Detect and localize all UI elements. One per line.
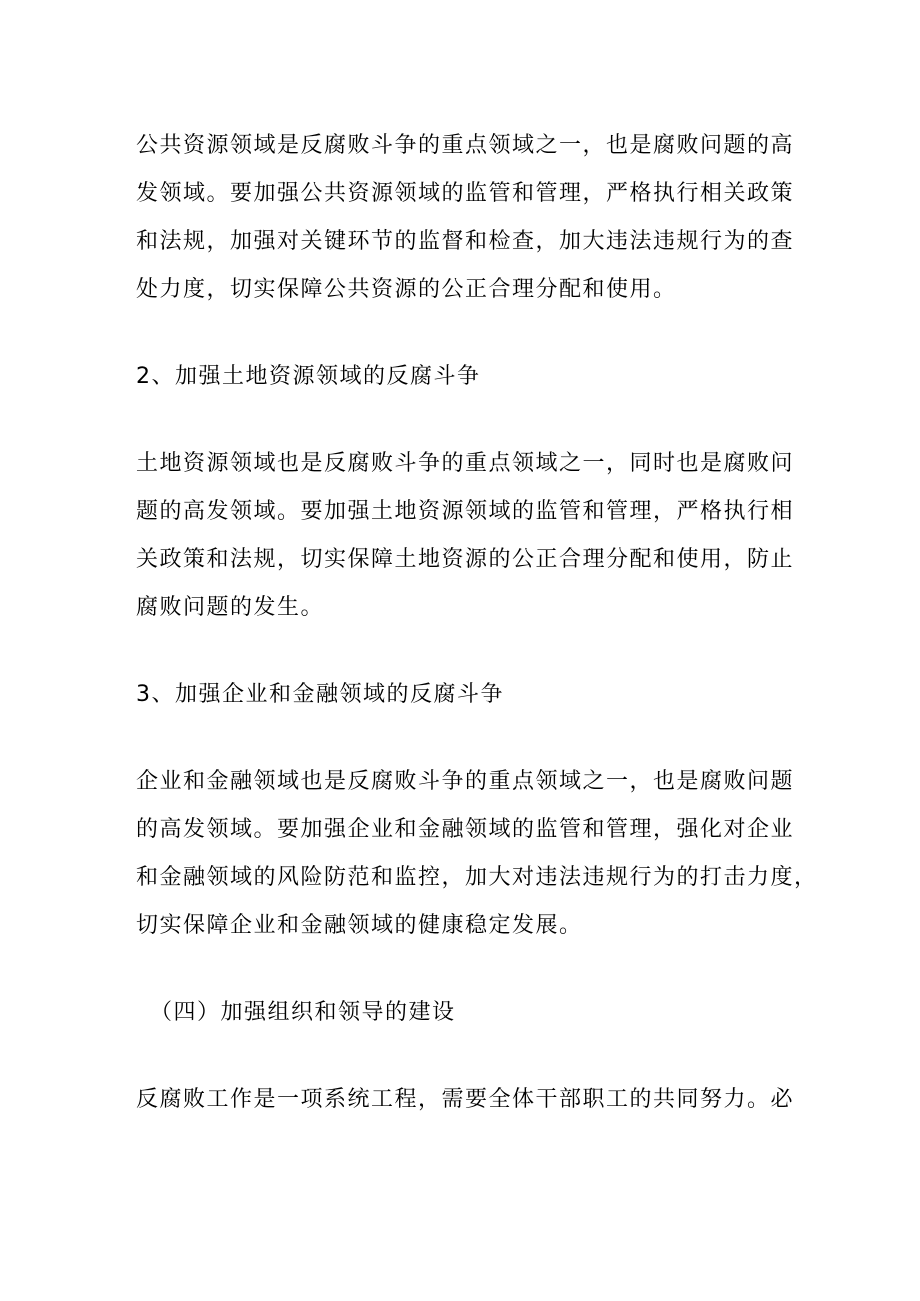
text-line: 反腐败工作是一项系统工程，需要全体干部职工的共同努力。必	[136, 1087, 795, 1112]
paragraph-enterprise-finance	[136, 758, 818, 950]
text-line: 题的高发领域。要加强土地资源领域的监管和管理，严格执行相	[136, 499, 795, 524]
text-line: 腐败问题的发生。	[136, 595, 325, 620]
text-line: 公共资源领域是反腐败斗争的重点领域之一，也是腐败问题的高	[136, 133, 795, 158]
text-line: 土地资源领域也是反腐败斗争的重点领域之一，同时也是腐败问	[136, 451, 795, 476]
document-page	[136, 122, 818, 1124]
text-line: 企业和金融领域也是反腐败斗争的重点领域之一，也是腐败问题	[136, 769, 795, 794]
text-line: 的高发领域。要加强企业和金融领域的监管和管理，强化对企业	[136, 817, 795, 842]
text-line: 和法规，加强对关键环节的监督和检查，加大违法违规行为的查	[136, 229, 795, 254]
paragraph-land-resources	[136, 440, 796, 632]
text-line: 切实保障企业和金融领域的健康稳定发展。	[136, 913, 583, 938]
heading-enterprise-finance: 3、加强企业和金融领域的反腐斗争	[136, 682, 504, 707]
heading-organization-leadership: （四）加强组织和领导的建设	[150, 1000, 456, 1025]
paragraph-systematic-project	[136, 1076, 796, 1124]
text-line: 处力度，切实保障公共资源的公正合理分配和使用。	[136, 277, 677, 302]
text-line: 关政策和法规，切实保障土地资源的公正合理分配和使用，防止	[136, 547, 795, 572]
heading-land-resources: 2、加强土地资源领域的反腐斗争	[136, 364, 481, 389]
text-line: 发领域。要加强公共资源领域的监管和管理，严格执行相关政策	[136, 181, 795, 206]
paragraph-public-resources	[136, 122, 796, 314]
text-line: 和金融领域的风险防范和监控，加大对违法违规行为的打击力度，	[136, 865, 818, 890]
